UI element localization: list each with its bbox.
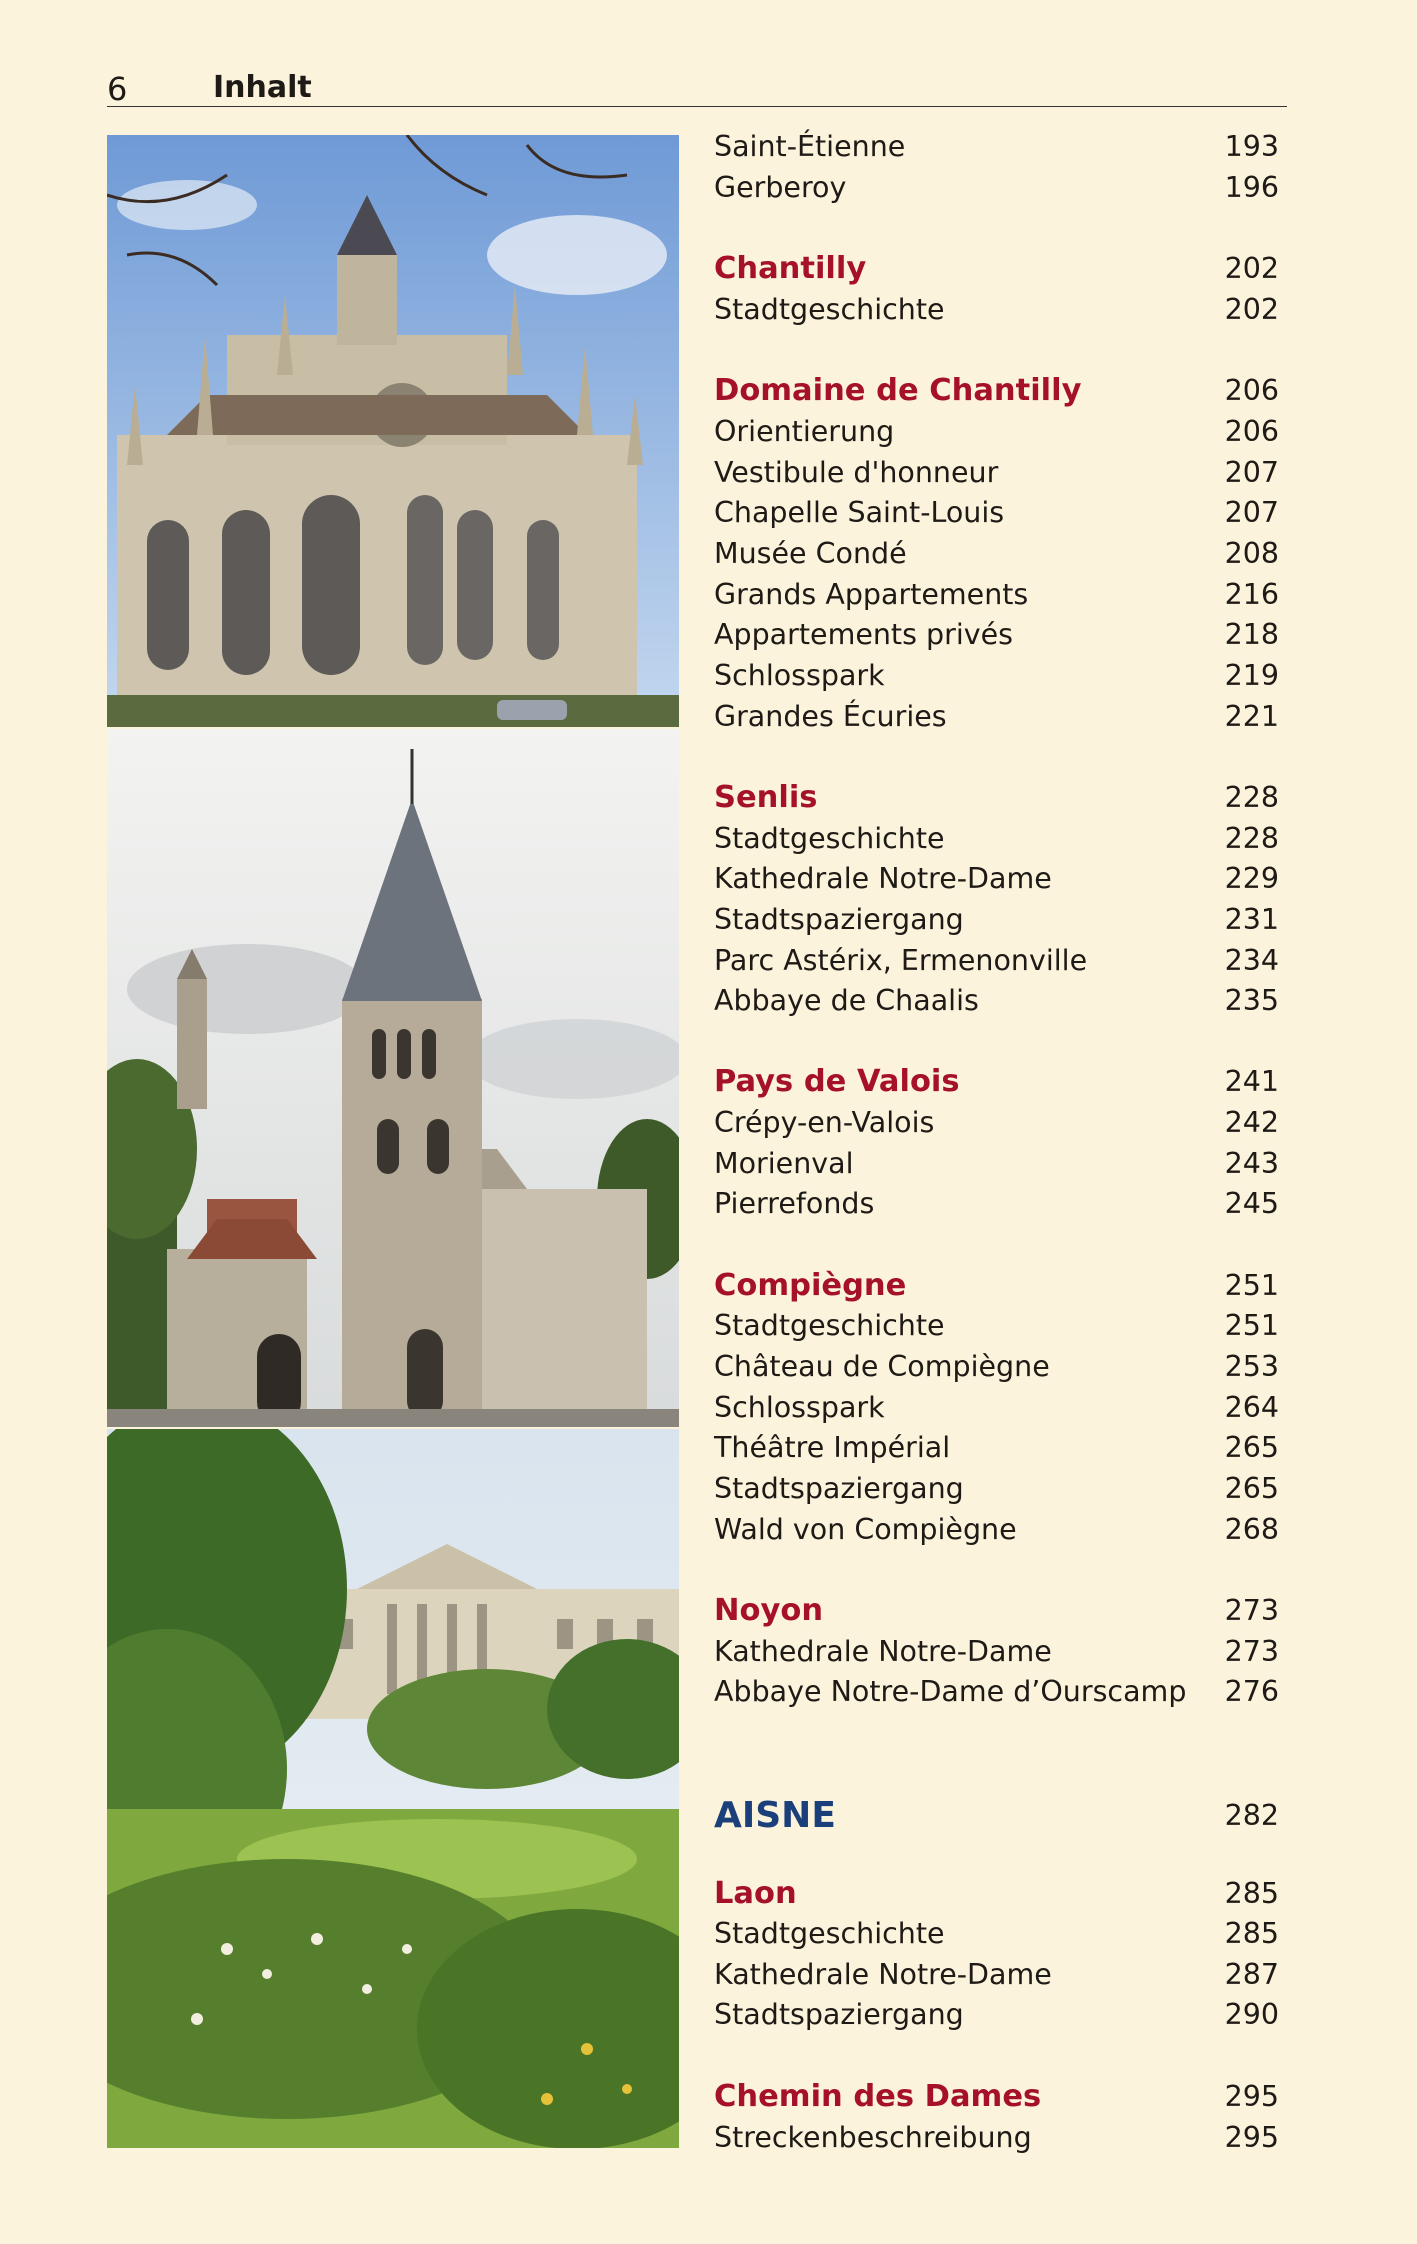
toc-entry-title: Kathedrale Notre-Dame [714,1958,1052,1991]
toc-entry-title: Château de Compiègne [714,1350,1050,1383]
toc-entry [714,1632,1279,1672]
toc-entry-page: 276 [1224,1675,1279,1708]
page-header [107,68,1287,107]
toc-entry-title: Laon [714,1876,797,1911]
toc-entry [714,656,1279,696]
toc-entry-page: 207 [1224,496,1279,529]
toc-entry-page: 193 [1224,130,1279,163]
toc-entry-title: Chantilly [714,251,867,286]
toc-entry-page: 268 [1224,1513,1279,1546]
toc-entry-title: Parc Astérix, Ermenonville [714,944,1088,977]
toc-entry-page: 235 [1224,984,1279,1017]
toc-entry-title: Grandes Écuries [714,700,947,733]
toc-entry-title: Domaine de Chantilly [714,373,1082,408]
toc-entry-page: 202 [1224,293,1279,326]
toc-entry [714,615,1279,655]
toc-entry-title: Morienval [714,1147,854,1180]
toc-entry-page: 221 [1224,700,1279,733]
toc-entry [714,859,1279,899]
toc-entry [714,900,1279,940]
toc-entry-title: Gerberoy [714,171,847,204]
toc-entry [714,412,1279,452]
toc-entry [714,819,1279,859]
toc-entry-page: 245 [1224,1187,1279,1220]
toc-entry-page: 196 [1224,171,1279,204]
toc-entry-page: 228 [1224,781,1279,814]
toc-entry [714,981,1279,1021]
toc-section-heading [714,1591,1279,1631]
toc-entry-page: 228 [1224,822,1279,855]
toc-region-heading [714,1791,1279,1841]
toc-entry-page: 290 [1224,1998,1279,2031]
toc-entry [714,1428,1279,1468]
toc-entry-title: Stadtspaziergang [714,1998,964,2031]
toc-entry-title: Pays de Valois [714,1064,960,1099]
toc-entry [714,1103,1279,1143]
toc-entry-title: Pierrefonds [714,1187,875,1220]
toc-entry [714,1388,1279,1428]
toc-entry-page: 253 [1224,1350,1279,1383]
toc-section-heading [714,1062,1279,1102]
toc-entry-page: 285 [1224,1877,1279,1910]
toc-entry-page: 295 [1224,2080,1279,2113]
toc-section-heading [714,2077,1279,2117]
toc-entry-page: 287 [1224,1958,1279,1991]
toc-entry-title: Senlis [714,780,818,815]
toc-entry-title: Théâtre Impérial [714,1431,951,1464]
toc-entry-page: 202 [1224,252,1279,285]
gothic-church-apse-photo [107,135,679,727]
toc-entry-page: 206 [1224,415,1279,448]
toc-entry-page: 242 [1224,1106,1279,1139]
toc-entry-page: 229 [1224,862,1279,895]
toc-entry-title: Abbaye de Chaalis [714,984,979,1017]
chateau-garden-photo [107,1429,679,2148]
toc-section-heading [714,371,1279,411]
toc-entry [714,1955,1279,1995]
toc-entry-title: Stadtspaziergang [714,1472,964,1505]
toc-entry-title: Appartements privés [714,618,1013,651]
toc-entry [714,1469,1279,1509]
toc-entry-page: 208 [1224,537,1279,570]
toc-entry-title: Grands Appartements [714,578,1029,611]
toc-entry-page: 241 [1224,1065,1279,1098]
toc-entry [714,1995,1279,2035]
toc-entry-title: Abbaye Notre-Dame d’Ourscamp [714,1675,1187,1708]
toc-section-heading [714,1266,1279,1306]
toc-entry [714,290,1279,330]
toc-entry-page: 218 [1224,618,1279,651]
toc-entry-title: Stadtspaziergang [714,903,964,936]
toc-entry [714,1914,1279,1954]
toc-entry-title: Vestibule d'honneur [714,456,999,489]
toc-entry-page: 265 [1224,1431,1279,1464]
page-number: 6 [107,70,128,108]
toc-entry [714,453,1279,493]
toc-entry-title: Compiègne [714,1268,907,1303]
toc-entry-title: Musée Condé [714,537,907,570]
toc-entry-page: 282 [1224,1799,1279,1832]
toc-section-heading [714,249,1279,289]
toc-entry-title: Schlosspark [714,1391,885,1424]
toc-entry-page: 243 [1224,1147,1279,1180]
toc-entry-page: 295 [1224,2121,1279,2154]
toc-section-heading [714,1874,1279,1914]
toc-entry-title: Kathedrale Notre-Dame [714,1635,1052,1668]
toc-entry [714,493,1279,533]
toc-entry-title: Orientierung [714,415,895,448]
toc-entry-page: 273 [1224,1635,1279,1668]
toc-entry [714,168,1279,208]
toc-entry-title: Stadtgeschichte [714,293,945,326]
toc-entry [714,941,1279,981]
toc-entry-page: 216 [1224,578,1279,611]
toc-entry-page: 231 [1224,903,1279,936]
toc-entry-title: Stadtgeschichte [714,1309,945,1342]
toc-entry-page: 207 [1224,456,1279,489]
toc-entry-page: 273 [1224,1594,1279,1627]
toc-entry [714,1306,1279,1346]
toc-entry-title: Schlosspark [714,659,885,692]
toc-entry-page: 285 [1224,1917,1279,1950]
toc-entry [714,697,1279,737]
toc-entry [714,2118,1279,2158]
toc-entry [714,1144,1279,1184]
toc-entry-title: Crépy-en-Valois [714,1106,935,1139]
toc-entry-title: AISNE [714,1795,836,1836]
toc-entry-title: Chapelle Saint-Louis [714,496,1005,529]
toc-entry [714,1347,1279,1387]
toc-entry-title: Saint-Étienne [714,130,906,163]
toc-entry [714,127,1279,167]
romanesque-church-tower-photo [107,729,679,1427]
toc-entry-title: Wald von Compiègne [714,1513,1017,1546]
toc-entry [714,1510,1279,1550]
toc-entry-title: Noyon [714,1593,824,1628]
page-title: Inhalt [213,70,312,105]
toc-entry-page: 265 [1224,1472,1279,1505]
toc-entry-page: 234 [1224,944,1279,977]
toc-entry-page: 264 [1224,1391,1279,1424]
toc-entry [714,1672,1279,1712]
toc-entry-title: Kathedrale Notre-Dame [714,862,1052,895]
toc-entry [714,1184,1279,1224]
toc-entry-title: Chemin des Dames [714,2079,1042,2114]
toc-entry [714,575,1279,615]
toc-entry-page: 206 [1224,374,1279,407]
toc-section-heading [714,778,1279,818]
toc-entry-page: 251 [1224,1309,1279,1342]
toc-entry-title: Stadtgeschichte [714,1917,945,1950]
toc-entry-title: Stadtgeschichte [714,822,945,855]
toc-entry [714,534,1279,574]
toc-entry-page: 251 [1224,1269,1279,1302]
toc-entry-page: 219 [1224,659,1279,692]
toc-entry-title: Streckenbeschreibung [714,2121,1032,2154]
